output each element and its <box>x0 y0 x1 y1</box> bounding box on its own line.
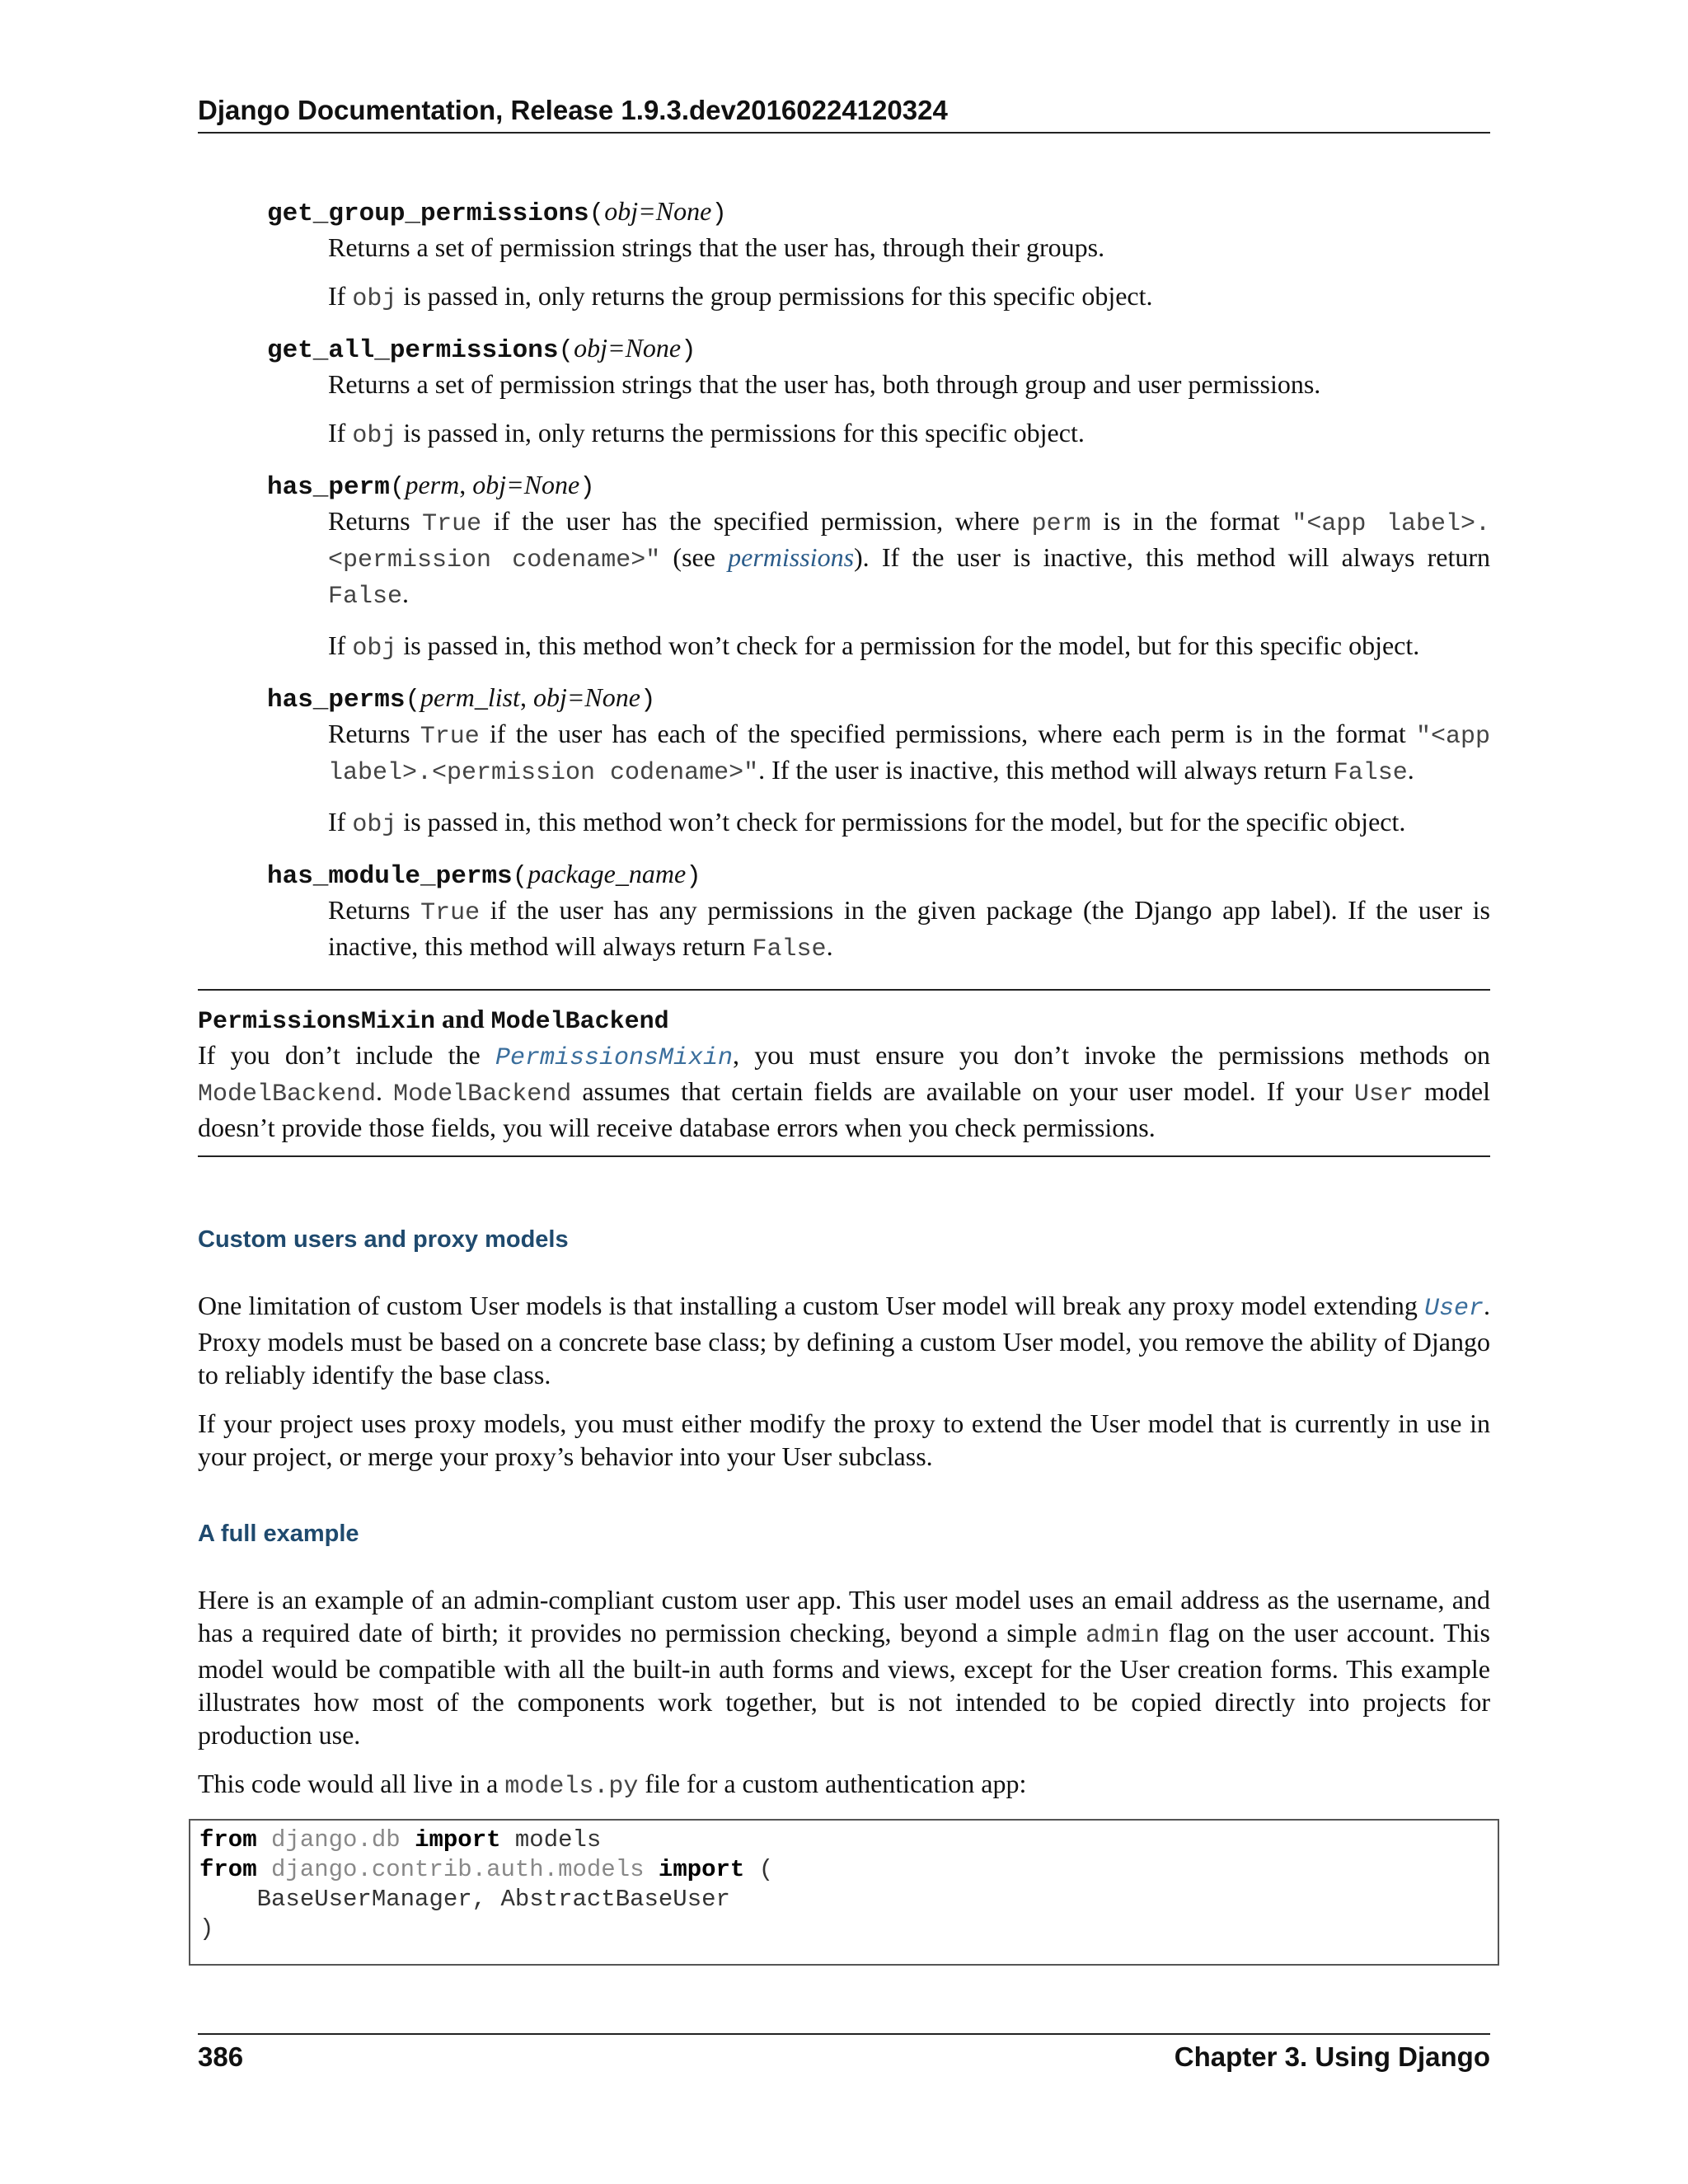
method-args: obj=None <box>574 333 682 363</box>
method-name[interactable]: get_group_permissions <box>267 199 589 228</box>
code-block[interactable]: from django.db import models from django.contrib.auth.models import ( BaseUserManager, AbstractBaseUser ) <box>189 1819 1499 1966</box>
page-content <box>198 194 1490 1966</box>
description-para: If obj is passed in, this method won’t check for a permission for the model, but for this specific object. <box>328 630 1420 663</box>
description-para: Returns a set of permission strings that the user has, through their groups. <box>328 232 1105 262</box>
description-para: If obj is passed in, only returns the permissions for this specific object. <box>328 418 1085 450</box>
header-title: Django Documentation, Release 1.9.3.dev20160224120324 <box>198 95 948 125</box>
note-title: PermissionsMixin and ModelBackend <box>198 1004 669 1036</box>
method-get-all-permissions <box>267 331 1490 452</box>
method-signature: has_perms(perm_list, obj=None) <box>267 682 656 715</box>
section-heading-full-example[interactable]: A full example <box>198 1521 359 1547</box>
page-header <box>198 89 1490 134</box>
permissionsmixin-link[interactable]: PermissionsMixin <box>495 1044 733 1072</box>
method-signature: get_all_permissions(obj=None) <box>267 333 696 365</box>
method-signature: has_module_perms(package_name) <box>267 859 701 891</box>
method-description <box>328 231 1490 316</box>
note-text: If you don’t include the PermissionsMixin, you must ensure you don’t invoke the permissions methods on ModelBackend. ModelBackend assumes that certain fields are available on your user model. If your User model doesn’t provide those fields, you will receive database errors when you check permissions. <box>198 1040 1491 1142</box>
method-name[interactable]: has_perm <box>267 473 390 502</box>
user-link[interactable]: User <box>1423 1295 1484 1323</box>
method-signature: get_group_permissions(obj=None) <box>267 196 727 228</box>
body-paragraph: This code would all live in a models.py file for a custom authentication app: <box>198 1769 1027 1801</box>
description-para: Returns a set of permission strings that the user has, both through group and user permissions. <box>328 369 1321 399</box>
chapter-title: Chapter 3. Using Django <box>1174 2041 1490 2072</box>
method-args: obj=None <box>604 196 712 226</box>
section-heading-custom-users[interactable]: Custom users and proxy models <box>198 1226 569 1253</box>
method-has-perm <box>267 468 1490 665</box>
page-footer <box>198 2033 1490 2076</box>
description-para: If obj is passed in, only returns the group permissions for this specific object. <box>328 281 1153 313</box>
description-para: If obj is passed in, this method won’t check for permissions for the model, but for the specific object. <box>328 807 1406 839</box>
body-paragraph: If your project uses proxy models, you must either modify the proxy to extend the User model that is currently in use in your project, or merge your proxy’s behavior into your User subclass. <box>198 1408 1490 1471</box>
method-has-perms <box>267 681 1490 841</box>
method-description <box>328 504 1490 665</box>
body-paragraph: Here is an example of an admin-compliant custom user app. This user model uses an email address as the username, and has a required date of birth; it provides no permission checking, beyond a simple admin flag on the user account. This model would be compatible with all the built-in auth forms and views, except for the User creation forms. This example illustrates how most of the components work together, but is not intended to be copied directly into projects for production use. <box>198 1585 1491 1750</box>
method-has-module-perms <box>267 857 1490 966</box>
permissions-link[interactable]: permissions <box>728 542 855 572</box>
method-name[interactable]: has_module_perms <box>267 862 513 891</box>
description-para: Returns True if the user has each of the specified permissions, where each perm is in the format "<app label>.<permission codename>". If the user is inactive, this method will always return False. <box>328 719 1491 787</box>
description-para: Returns True if the user has the specified permission, where perm is in the format "<app label>.<permission codename>" (see permissions). If the user is inactive, this method will always return False. <box>328 506 1491 611</box>
body-paragraph: One limitation of custom User models is that installing a custom User model will break any proxy model extending User. Proxy models must be based on a concrete base class; by defining a custom User model, you remove the ability of Django to reliably identify the base class. <box>198 1291 1490 1390</box>
method-get-group-permissions <box>267 194 1490 316</box>
method-name[interactable]: has_perms <box>267 686 406 715</box>
page-number: 386 <box>198 2041 244 2072</box>
method-description <box>328 717 1490 841</box>
method-description <box>328 893 1490 966</box>
method-signature: has_perm(perm, obj=None) <box>267 470 595 502</box>
method-name[interactable]: get_all_permissions <box>267 336 559 365</box>
method-description <box>328 368 1490 452</box>
note-box <box>198 989 1490 1157</box>
method-args: package_name <box>528 859 687 888</box>
description-para: Returns True if the user has any permissions in the given package (the Django app label). If the user is inactive, this method will always return False. <box>328 895 1491 963</box>
